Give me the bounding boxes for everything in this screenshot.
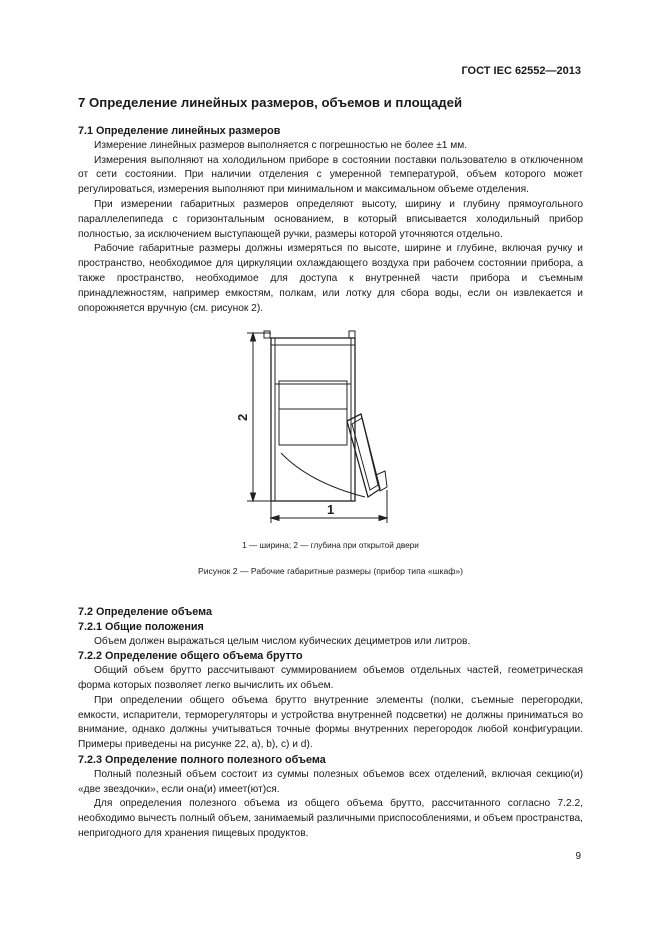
section-7-2 [78,605,583,842]
section-7-title: 7 Определение линейных размеров, объемов и площадей [78,95,463,110]
fridge-dimensions-figure [235,325,405,525]
width-label: 1 [327,502,335,517]
paragraph: При определении общего объема брутто внутренние элементы (полки, съемные перегородки, емкости, испарители, терморегуляторы и устройства внутренней подсветки) не должны приниматься во внимание, однако должны учитываться точные формы внутренних перегородок любой конфигурации. Примеры приведены на рисунке 22, a), b), c) и d). [78,694,583,751]
paragraph: Для определения полезного объема из общего объема брутто, рассчитанного согласно 7.2.2, необходимо вычесть полный объем, занимаемый различными приспособлениями, и объем пространства, непригодного для хранения пищевых продуктов. [78,798,583,839]
paragraph: Общий объем брутто рассчитывают суммированием объемов отдельных частей, геометрическая форма которых позволяет легко вычислить их объем. [78,665,583,691]
paragraph: Измерение линейных размеров выполняется с погрешностью не более ±1 мм. [94,139,468,151]
figure-caption: Рисунок 2 — Рабочие габаритные размеры (прибор типа «шкаф») [197,566,464,576]
figure-legend: 1 — ширина; 2 — глубина при открытой двери [242,541,419,550]
section-7-2-2-title: 7.2.2 Определение общего объема брутто [78,650,303,663]
standard-header: ГОСТ IEC 62552—2013 [461,65,581,77]
open-door [347,414,380,497]
paragraph: Полный полезный объем состоит из суммы полезных объемов всех отделений, включая секцию(и) «две звездочки», если она(и) имеет(ют)ся. [78,768,583,795]
paragraph: Измерения выполняют на холодильном приборе в состоянии поставки пользователю в отключенном от сети состоянии. При наличии отделения с умеренной температурой, объем которого может регулироваться, измерения выполняют при минимальном и максимальном объеме отделения. [78,154,583,196]
section-7-2-3-title: 7.2.3 Определение полного полезного объема [78,753,326,766]
section-7-2-1-title: 7.2.1 Общие положения [78,620,204,633]
section-7-2-title: 7.2 Определение объема [78,606,212,618]
paragraph: Рабочие габаритные размеры должны измеряться по высоте, ширине и глубине, включая ручку и пространство, необходимое для циркуляции охлаждающего воздуха при рабочем состоянии прибора, а также пространство, необходимое для доступа к внутренней части прибора и съемным принадлежностям, например емкостям, полкам, или лотку для сбора воды, если он извлекается и опорожняется вручную (см. рисунок 2). [78,243,583,314]
section-7-1 [78,124,583,316]
door-swing-arc [281,453,365,497]
section-7-1-title: 7.1 Определение линейных размеров [78,125,281,137]
paragraph: Объем должен выражаться целым числом кубических дециметров или литров. [94,635,471,647]
page-number: 9 [575,851,581,862]
paragraph: При измерении габаритных размеров определяют высоту, ширину и глубину прямоугольного параллелепипеда с горизонтальным основанием, в который вписывается холодильный прибор полностью, за исключением выступающей ручки, размеры которой уточняются отдельно. [78,198,583,240]
height-label: 2 [235,413,250,421]
